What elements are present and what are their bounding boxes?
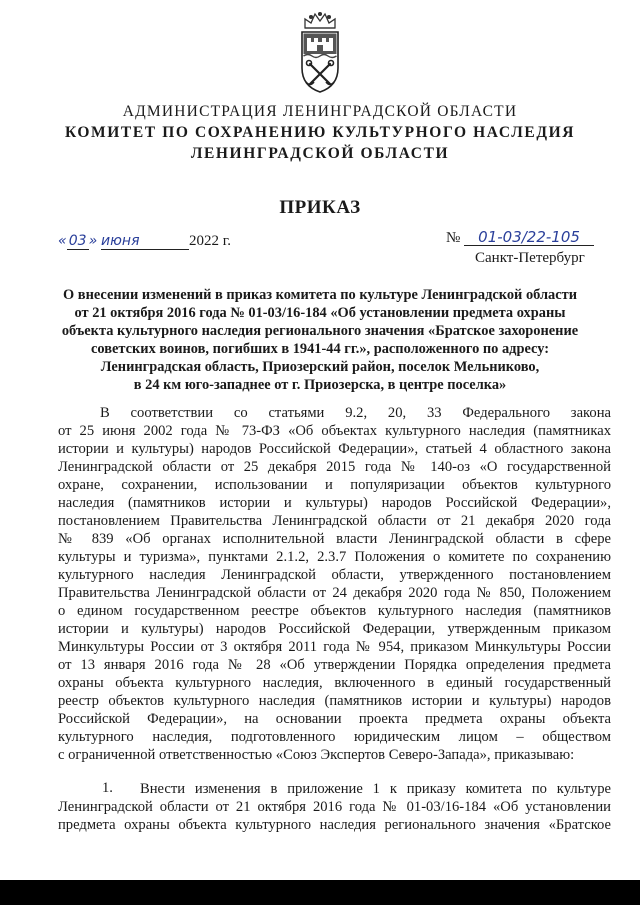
date-line	[58, 233, 231, 250]
body-line: культуры и туризма», пунктами 2.1.2, 2.3.7 Положения о комитете по сохранению	[58, 549, 611, 565]
body-line: Ленинградской области от 25 декабря 2015 года № 140-оз «О государственной	[58, 459, 611, 475]
number-prefix: №	[446, 230, 461, 246]
coat-of-arms-icon	[297, 8, 343, 94]
body-line: постановлением Правительства Ленинградской области от 21 декабря 2020 года	[58, 513, 611, 529]
body-line: культурного наследия, подготовленного юридическим лицом – обществом	[58, 729, 611, 745]
item-line: Внести изменения в приложение 1 к приказу комитета по культуре	[140, 781, 611, 797]
body-line: В соответствии со статьями 9.2, 20, 33 Федерального закона	[100, 405, 611, 421]
body-line: с ограниченной ответственностью «Союз Экспертов Северо-Запада», приказываю:	[58, 747, 575, 763]
subject-line: советских воинов, погибших в 1941-44 гг.», расположенного по адресу:	[90, 341, 550, 357]
subject-line: объекта культурного наследия регионального значения «Братское захоронение	[61, 323, 579, 339]
subject-line: О внесении изменений в приказ комитета по культуре Ленинградской области	[63, 287, 577, 303]
subject-line: от 21 октября 2016 года № 01-03/16-184 «Об установлении предмета охраны	[74, 305, 566, 321]
date-day: 03	[67, 233, 89, 250]
body-line: истории и культуры) народов Российской Федерации, утвержденным приказом	[58, 621, 611, 637]
body-line: о едином государственном реестре объектов культурного наследия (памятников	[58, 603, 611, 619]
city: Санкт-Петербург	[475, 250, 585, 266]
body-line: Правительства Ленинградской области от 24 декабря 2020 года № 850, Положением	[58, 585, 611, 601]
body-line: культурного наследия Ленинградской области, утвержденного постановлением	[58, 567, 611, 583]
header-committee: КОМИТЕТ ПО СОХРАНЕНИЮ КУЛЬТУРНОГО НАСЛЕДИЯ	[64, 124, 576, 141]
number-line	[446, 229, 594, 247]
header-administration: АДМИНИСТРАЦИЯ ЛЕНИНГРАДСКОЙ ОБЛАСТИ	[122, 103, 518, 120]
item-line: Ленинградской области от 21 октября 2016 года № 01-03/16-184 «Об установлении	[58, 799, 611, 815]
body-line: Минкультуры России от 3 октября 2011 года № 954, приказом Минкультуры России	[58, 639, 611, 655]
item-number: 1.	[102, 780, 113, 796]
body-line: от 13 января 2016 года № 28 «Об утверждении Порядка определения предмета	[58, 657, 611, 673]
body-line: истории и культуры) народов Российской Федерации», статьей 4 областного закона	[58, 441, 611, 457]
body-line: наследия (памятников истории и культуры) народов Российской Федерации»,	[58, 495, 611, 511]
scan-bottom-border	[0, 880, 640, 905]
body-line: охране, сохранении, использовании и популяризации объектов культурного	[58, 477, 611, 493]
body-line: реестр объектов культурного наследия (памятников истории и культуры) народов	[58, 693, 611, 709]
body-line: Российской Федерации», на основании проекта предмета охраны объекта	[58, 711, 611, 727]
body-line: охраны объекта культурного наследия, включенного в единый государственный	[58, 675, 611, 691]
body-line: от 25 июня 2002 года № 73-ФЗ «Об объектах культурного наследия (памятниках	[58, 423, 611, 439]
date-month: июня	[101, 233, 189, 250]
date-year: 2022 г.	[189, 233, 231, 249]
item-line: предмета охраны объекта культурного наследия регионального значения «Братское	[58, 817, 611, 833]
order-number: 01-03/22-105	[464, 229, 594, 246]
subject-line: Ленинградская область, Приозерский район, поселок Мельниково,	[100, 359, 540, 375]
body-line: № 839 «Об органах исполнительной власти Ленинградской области в сфере	[58, 531, 611, 547]
date-close-quote: »	[88, 233, 98, 249]
date-open-quote: «	[58, 233, 67, 249]
order-subject	[20, 286, 620, 394]
subject-line: в 24 км юго-западнее от г. Приозерска, в центре поселка»	[133, 377, 507, 393]
document-title: ПРИКАЗ	[279, 197, 361, 218]
header-region: ЛЕНИНГРАДСКОЙ ОБЛАСТИ	[190, 145, 450, 162]
